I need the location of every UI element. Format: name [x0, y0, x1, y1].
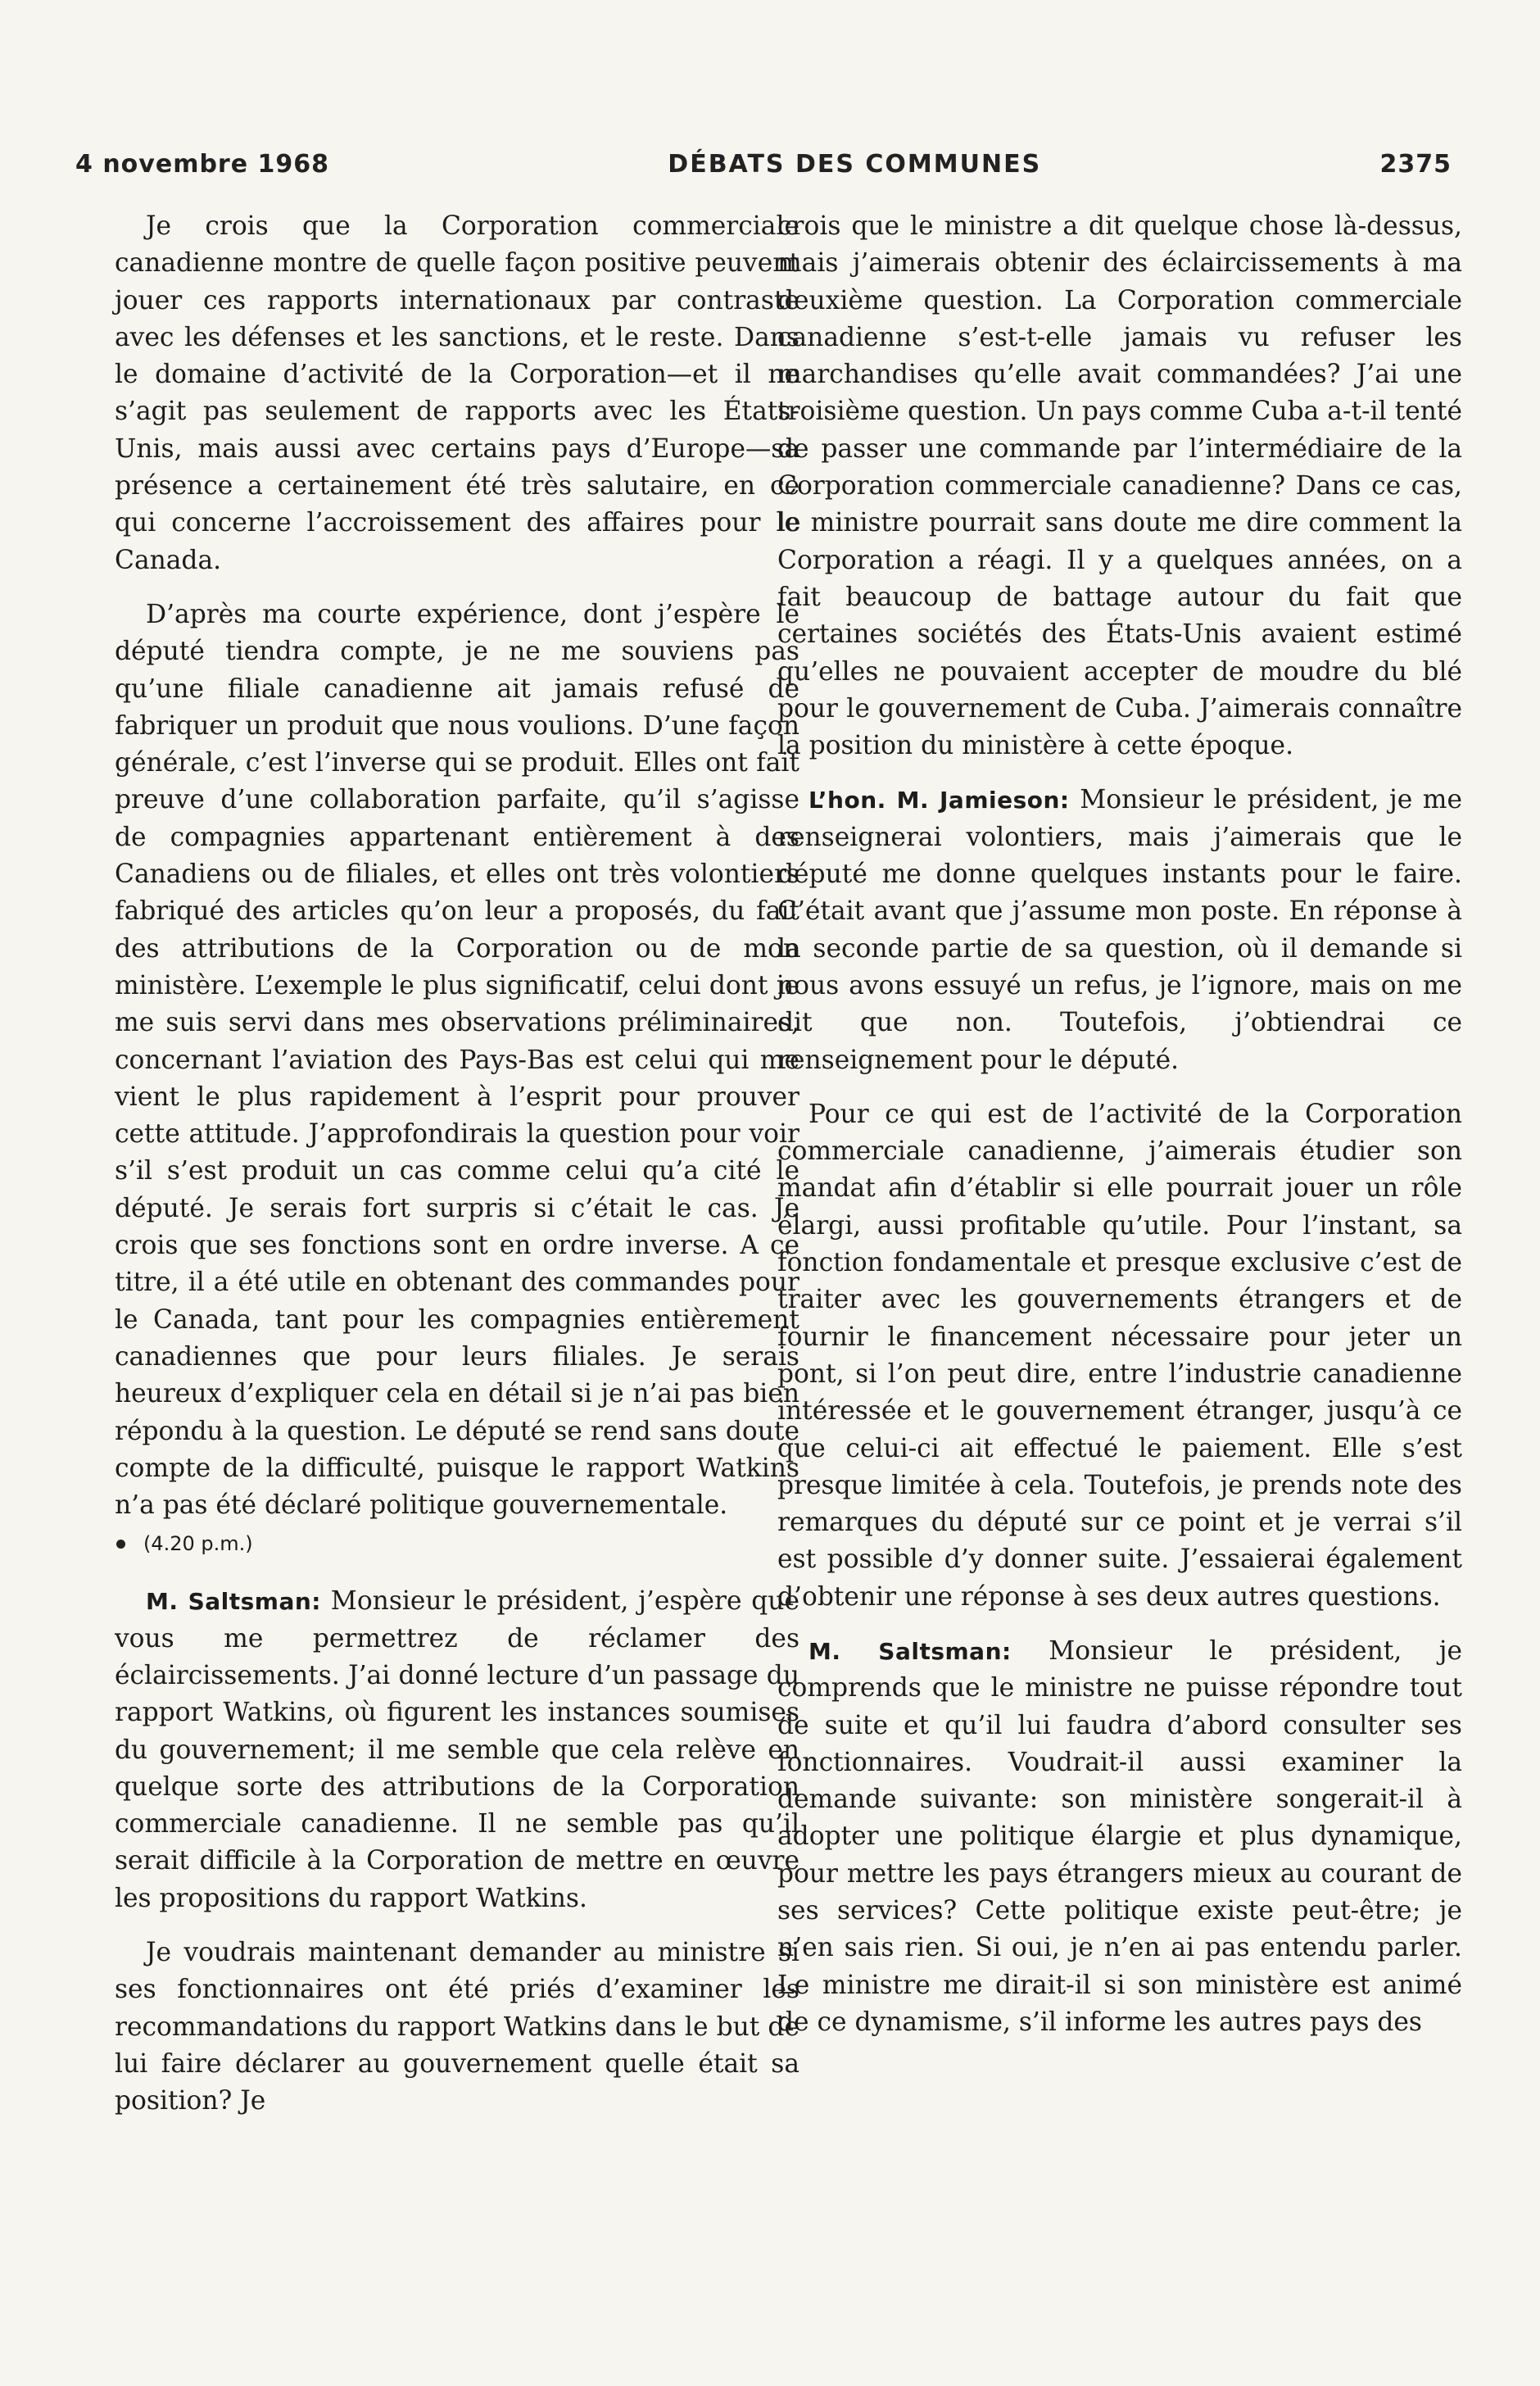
left-column — [115, 208, 799, 2121]
time-marker-text: (4.20 p.m.) — [143, 1532, 253, 1556]
paragraph: Je voudrais maintenant demander au ministre si ses fonctionnaires ont été priés d’examiner les recommandations du rapport Watkins dans le but de lui faire déclarer au gouvernement quelle était sa position? Je — [115, 1938, 799, 2116]
paragraph: crois que le ministre a dit quelque chose là-dessus, mais j’aimerais obtenir des éclaircissements à ma deuxième question. La Corporation commerciale canadienne s’est-t-elle jamais vu refuser les marchandises qu’elle avait commandées? J’ai une troisième question. Un pays comme Cuba a-t-il tenté de passer une commande par l’intermédiaire de la Corporation commerciale canadienne? Dans ce cas, le ministre pourrait sans doute me dire comment la Corporation a réagi. Il y a quelques années, on a fait beaucoup de battage autour du fait que certaines sociétés des États-Unis avaient estimé qu’elles ne pouvaient accepter de moudre du blé pour le gouvernement de Cuba. J’aimerais connaître la position du ministère à cette époque. — [777, 211, 1462, 761]
header-date: 4 novembre 1968 — [75, 149, 330, 179]
speech-text: Monsieur le président, je comprends que le ministre ne puisse répondre tout de suite et qu’il lui faudra d’abord consulter ses fonctionnaires. Voudrait-il aussi examiner la demande suivante: son ministère songerait-il à adopter une politique élargie et plus dynamique, pour mettre les pays étrangers mieux au courant de ses services? Cette politique existe peut-être; je n’en sais rien. Si oui, je n’en ai pas entendu parler. Le ministre me dirait-il si son ministère est animé de ce dynamisme, s’il informe les autres pays des — [777, 1635, 1462, 2037]
speech-paragraph — [777, 782, 1462, 1078]
speech-paragraph — [115, 1583, 799, 1917]
speaker-name: M. Saltsman: — [808, 1637, 1012, 1665]
running-header — [75, 146, 1452, 182]
time-marker — [116, 1527, 799, 1560]
right-column — [777, 208, 1462, 2041]
paragraph: D’après ma courte expérience, dont j’espère le député tiendra compte, je ne me souviens pas qu’une filiale canadienne ait jamais refusé de fabriquer un produit que nous voulions. D’une façon générale, c’est l’inverse qui se produit. Elles ont fait preuve d’une collaboration parfaite, qu’il s’agisse de compagnies appartenant entièrement à des Canadiens ou de filiales, et elles ont très volontiers fabriqué des articles qu’on leur a proposés, du fait des attributions de la Corporation ou de mon ministère. L’exemple le plus significatif, celui dont je me suis servi dans mes observations préliminaires, concernant l’aviation des Pays-Bas est celui qui me vient le plus rapidement à l’esprit pour prouver cette attitude. J’approfondirais la question pour voir s’il s’est produit un cas comme celui qu’a cité le député. Je serais fort surpris si c’était le cas. Je crois que ses fonctions sont en ordre inverse. A ce titre, il a été utile en obtenant des commandes pour le Canada, tant pour les compagnies entièrement canadiennes que pour leurs filiales. Je serais heureux d’expliquer cela en détail si je n’ai pas bien répondu à la question. Le député se rend sans doute compte de la difficulté, puisque le rapport Watkins n’a pas été déclaré politique gouvernementale. — [115, 599, 799, 1521]
speaker-name: M. Saltsman: — [146, 1588, 321, 1616]
speaker-name: L’hon. M. Jamieson: — [808, 787, 1070, 814]
paragraph: Je crois que la Corporation commerciale canadienne montre de quelle façon positive peuvent jouer ces rapports internationaux par contraste avec les défenses et les sanctions, et le reste. Dans le domaine d’activité de la Corporation—et il ne s’agit pas seulement de rapports avec les États-Unis, mais aussi avec certains pays d’Europe—sa présence a certainement été très salutaire, en ce qui concerne l’accroissement des affaires pour le Canada. — [115, 211, 799, 575]
bullet-icon — [116, 1540, 125, 1549]
speech-text: Monsieur le président, j’espère que vous me permettrez de réclamer des éclaircissements. J’ai donné lecture d’un passage du rapport Watkins, où figurent les instances soumises du gouvernement; il me semble que cela relève en quelque sorte des attributions de la Corporation commerciale canadienne. Il ne semble pas qu’il serait difficile à la Corporation de mettre en œuvre les propositions du rapport Watkins. — [115, 1586, 799, 1913]
page-number: 2375 — [1379, 149, 1452, 179]
header-title: DÉBATS DES COMMUNES — [668, 149, 1042, 179]
paragraph: Pour ce qui est de l’activité de la Corporation commerciale canadienne, j’aimerais étudier son mandat afin d’établir si elle pourrait jouer un rôle élargi, aussi profitable qu’utile. Pour l’instant, sa fonction fondamentale et presque exclusive c’est de traiter avec les gouvernements étrangers et de fournir le financement nécessaire pour jeter un pont, si l’on peut dire, entre l’industrie canadienne intéressée et le gouvernement étranger, jusqu’à ce que celui-ci ait effectué le paiement. Elle s’est presque limitée à cela. Toutefois, je prends note des remarques du député sur ce point et je verrai s’il est possible d’y donner suite. J’essaierai également d’obtenir une réponse à ses deux autres questions. — [777, 1099, 1462, 1612]
speech-paragraph — [777, 1633, 1462, 2041]
speech-text: Monsieur le président, je me renseignerai volontiers, mais j’aimerais que le député me donne quelques instants pour le faire. C’était avant que j’assume mon poste. En réponse à la seconde partie de sa question, où il demande si nous avons essuyé un refus, je l’ignore, mais on me dit que non. Toutefois, j’obtiendrai ce renseignement pour le député. — [777, 785, 1462, 1075]
